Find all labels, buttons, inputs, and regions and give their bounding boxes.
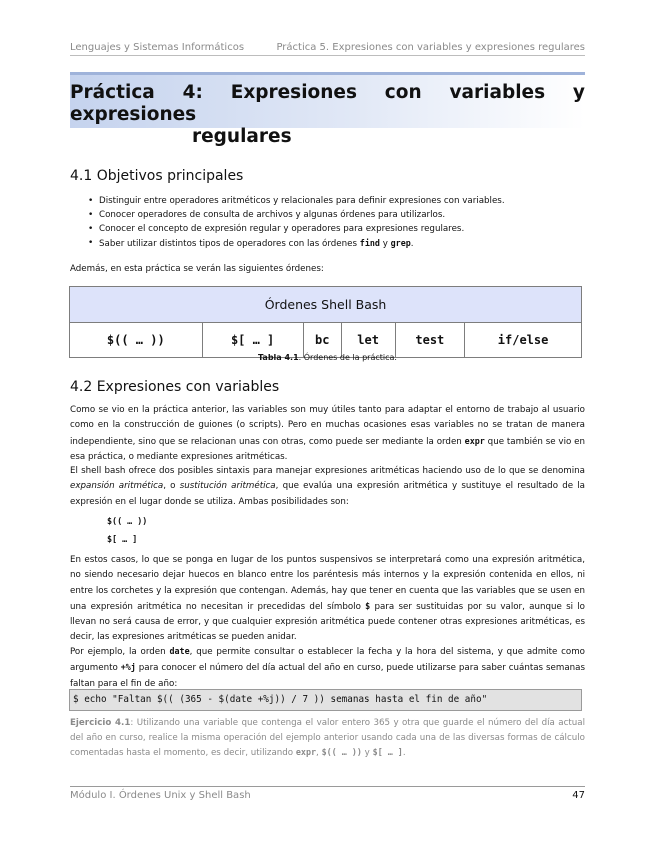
- paragraph-2: [70, 464, 585, 510]
- running-header-right: Práctica 5. Expresiones con variables y expresiones regulares: [276, 42, 585, 53]
- exercise-4-1: [70, 716, 585, 761]
- inline-code-arith: $(( … )): [321, 747, 362, 757]
- inline-code-arg: +%j: [120, 662, 136, 673]
- exercise-text: ,: [316, 748, 322, 758]
- table-caption: [70, 353, 585, 362]
- table-cell: bc: [303, 323, 341, 358]
- objectives-list: [88, 194, 505, 251]
- list-item-text: .: [410, 239, 414, 249]
- paragraph-3: [70, 553, 585, 646]
- page-number: 47: [572, 790, 585, 801]
- inline-code-grep: grep: [390, 238, 411, 248]
- table-cell: test: [395, 323, 465, 358]
- exercise-label: Ejercicio 4.1: [70, 718, 131, 728]
- code-example-1: $(( … )): [107, 516, 148, 526]
- intro-paragraph: Además, en esta práctica se verán las siguientes órdenes:: [70, 264, 324, 274]
- command-example-box: $ echo "Faltan $(( (365 - $(date +%j)) / 7 )) semanas hasta el fin de año": [69, 689, 582, 711]
- running-header-left: Lenguajes y Sistemas Informáticos: [70, 42, 245, 53]
- list-item: • Conocer el concepto de expresión regular y operadores para expresiones regulares.: [88, 222, 505, 236]
- paragraph-4: [70, 644, 585, 692]
- table-header: Órdenes Shell Bash: [70, 287, 582, 323]
- inline-code-dollar: $: [365, 600, 371, 611]
- exercise-text: : Utilizando una variable que contenga el valor entero 365 y otra que guarde el número del día actual del año en curso, realice la misma operación del ejemplo anterior usando cada una de las diversas formas de cálculo comentadas hasta el momento, es decir, utilizando: [70, 718, 585, 758]
- inline-code-expr: expr: [464, 435, 485, 446]
- inline-code-find: find: [359, 238, 380, 248]
- code-example-2: $[ … ]: [107, 534, 138, 544]
- paragraph-text: que también se vio en esa práctica, o mediante expresiones aritméticas.: [70, 436, 585, 462]
- paragraph-text: El shell bash ofrece dos posibles sintaxis para manejar expresiones aritméticas haciendo uso de lo que se denomina: [70, 466, 585, 476]
- list-item: • Conocer operadores de consulta de archivos y algunas órdenes para utilizarlos.: [88, 208, 505, 222]
- list-item-text: y: [379, 239, 391, 249]
- chapter-title-line2: regulares: [192, 126, 292, 147]
- list-item: • Distinguir entre operadores aritméticos y relacionales para definir expresiones con variables.: [88, 194, 505, 208]
- inline-code-bracket: $[ … ]: [372, 747, 403, 757]
- paragraph-text: , que permite consultar o establecer la fecha y la hora del sistema, y que admite como argumento: [70, 647, 585, 674]
- paragraph-1: [70, 403, 585, 465]
- paragraph-text: para ser sustituidas por su valor, aunque si lo llevan no será causa de error, y que cualquier expresión aritmética puede contener otras expresiones aritméticas, es decir, las expresiones aritméticas se pueden anidar.: [70, 601, 585, 643]
- table-cell: if/else: [465, 323, 582, 358]
- list-item-text: Saber utilizar distintos tipos de operadores con las órdenes: [99, 239, 360, 249]
- paragraph-text: Por ejemplo, la orden: [70, 647, 170, 657]
- list-item: [88, 236, 505, 251]
- title-top-rule: [70, 72, 585, 75]
- section-heading-expressions: 4.2 Expresiones con variables: [70, 379, 280, 395]
- paragraph-text: , o: [163, 481, 180, 492]
- exercise-text: y: [361, 748, 373, 758]
- chapter-title-band: [70, 72, 585, 147]
- paragraph-text: para conocer el número del día actual del año en curso, puede utilizarse para saber cuántas semanas faltan para el fin de año:: [70, 663, 585, 689]
- inline-code-expr: expr: [295, 747, 317, 757]
- running-footer-left: Módulo I. Órdenes Unix y Shell Bash: [70, 790, 251, 801]
- table-cell: $[ … ]: [202, 323, 303, 358]
- caption-label: Tabla 4.1: [258, 353, 299, 362]
- emphasis-substitution: sustitución aritmética: [179, 481, 276, 492]
- emphasis-expansion: expansión aritmética: [70, 481, 164, 492]
- commands-table: [69, 286, 582, 358]
- chapter-title-line1: Práctica 4: Expresiones con variables y expresiones: [70, 82, 585, 125]
- inline-code-date: date: [169, 646, 190, 656]
- chapter-title: [70, 82, 585, 148]
- section-heading-objectives: 4.1 Objetivos principales: [70, 168, 244, 184]
- header-divider: [70, 55, 585, 56]
- footer-divider: [70, 786, 585, 787]
- paragraph-text: , que evalúa una expresión aritmética y sustituye el resultado de la expresión en el lugar donde se utiliza. Ambas posibilidades son:: [70, 481, 585, 507]
- table-cell: let: [341, 323, 395, 358]
- table-cell: $(( … )): [70, 323, 203, 358]
- caption-text: . Órdenes de la práctica.: [298, 353, 397, 362]
- paragraph-text: Como se vio en la práctica anterior, las variables son muy útiles tanto para adaptar el entorno de trabajo al usuario como en la construcción de guiones (o scripts). Pero en muchas ocasiones esas variables no se tratan de manera independiente, sino que se relacionan unas con otras, como puede ser mediante la orden: [70, 405, 585, 447]
- paragraph-text: En estos casos, lo que se ponga en lugar de los puntos suspensivos se interpretará como una expresión aritmética, no siendo necesario dejar huecos en blanco entre los paréntesis más internos y la expresión contenida en ellos, ni entre los corchetes y la expresión que contengan. Además, hay que tener en cuenta que las variables que se usen en una expresión aritmética no necesitan ir precedidas del símbolo: [70, 555, 585, 612]
- exercise-text: .: [402, 748, 406, 758]
